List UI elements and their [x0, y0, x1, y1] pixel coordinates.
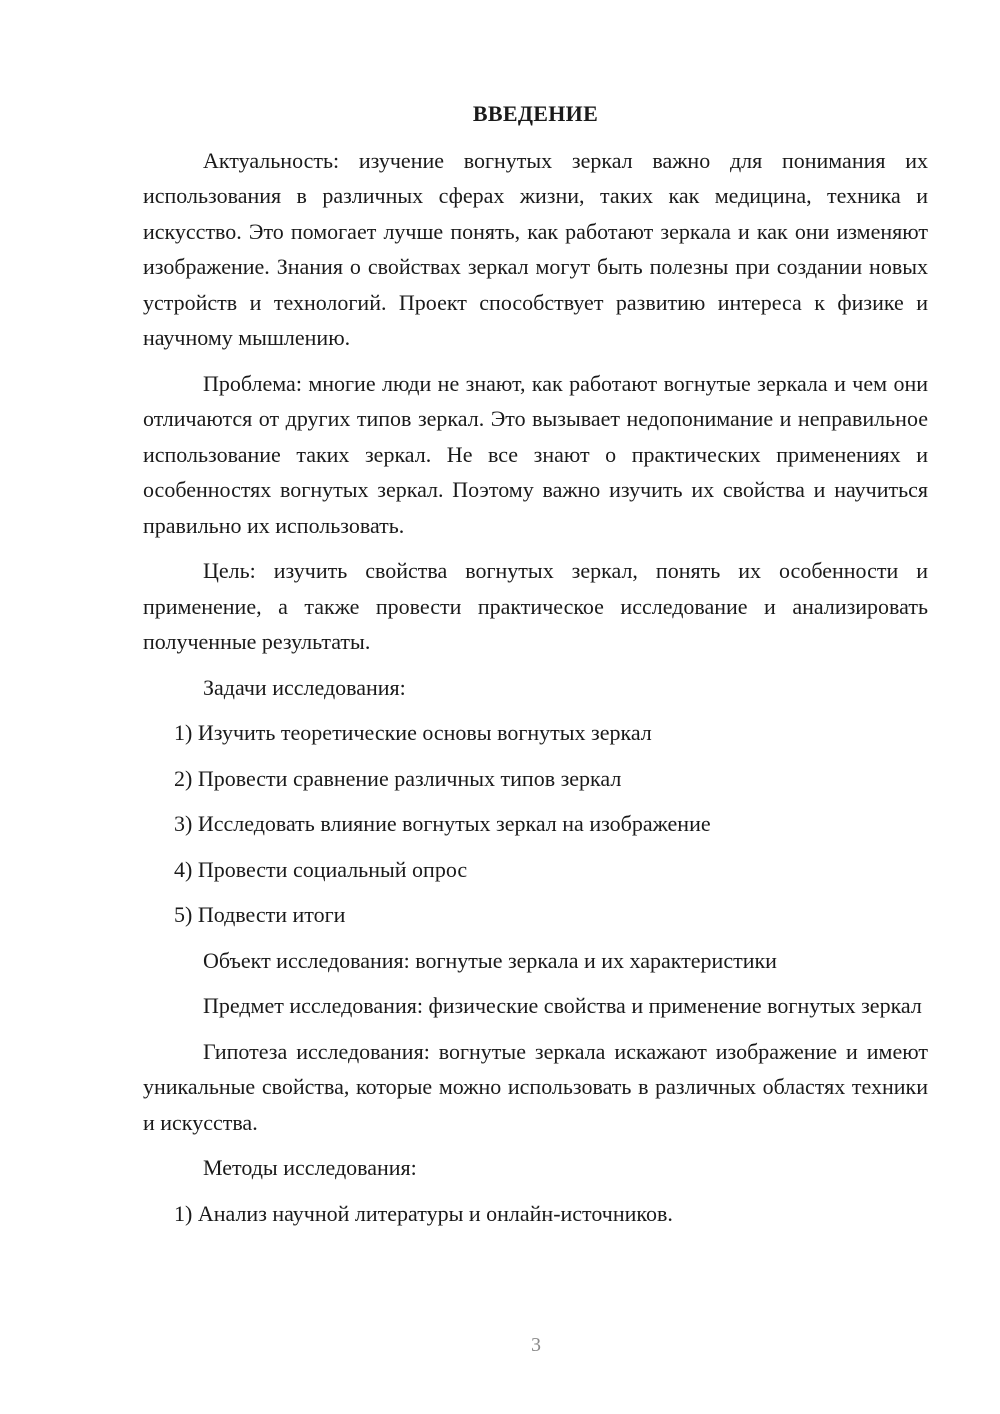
section-heading: ВВЕДЕНИЕ — [472, 101, 599, 126]
relevance-paragraph: Актуальность: изучение вогнутых зеркал важно для понимания их использования в различных сферах жизни, таких как медицина, техника и искусство. Это помогает лучше понять, как работают зеркала и как они изменяют изображение. Знания о свойствах зеркал могут быть полезны при создании новых устройств и технологий. Проект способствует развитию интереса к физике и научному мышлению. — [143, 147, 928, 350]
task-item: 5) Подвести итоги — [174, 902, 346, 927]
task-item: 1) Изучить теоретические основы вогнутых зеркал — [174, 720, 652, 745]
methods-heading: Методы исследования: — [203, 1155, 417, 1180]
goal-paragraph: Цель: изучить свойства вогнутых зеркал, понять их особенности и применение, а также провести практическое исследование и анализировать полученные результаты. — [143, 558, 928, 654]
page-number: 3 — [531, 1334, 541, 1356]
tasks-heading: Задачи исследования: — [203, 674, 406, 700]
method-item: 1) Анализ научной литературы и онлайн-источников. — [174, 1200, 673, 1226]
task-item: 3) Исследовать влияние вогнутых зеркал на изображение — [174, 811, 711, 836]
subject-paragraph: Предмет исследования: физические свойства и применение вогнутых зеркал — [203, 993, 922, 1018]
object-paragraph: Объект исследования: вогнутые зеркала и их характеристики — [203, 947, 777, 973]
task-item: 4) Провести социальный опрос — [174, 856, 468, 882]
task-item: 2) Провести сравнение различных типов зеркал — [174, 765, 622, 791]
page-content — [143, 96, 928, 1241]
hypothesis-paragraph: Гипотеза исследования: вогнутые зеркала искажают изображение и имеют уникальные свойства, которые можно использовать в различных областях техники и искусства. — [143, 1038, 928, 1135]
problem-paragraph: Проблема: многие люди не знают, как работают вогнутые зеркала и чем они отличаются от других типов зеркал. Это вызывает недопонимание и неправильное использование таких зеркал. Не все знают о практических применениях и особенностях вогнутых зеркал. Поэтому важно изучить их свойства и научиться правильно их использовать. — [143, 370, 928, 538]
